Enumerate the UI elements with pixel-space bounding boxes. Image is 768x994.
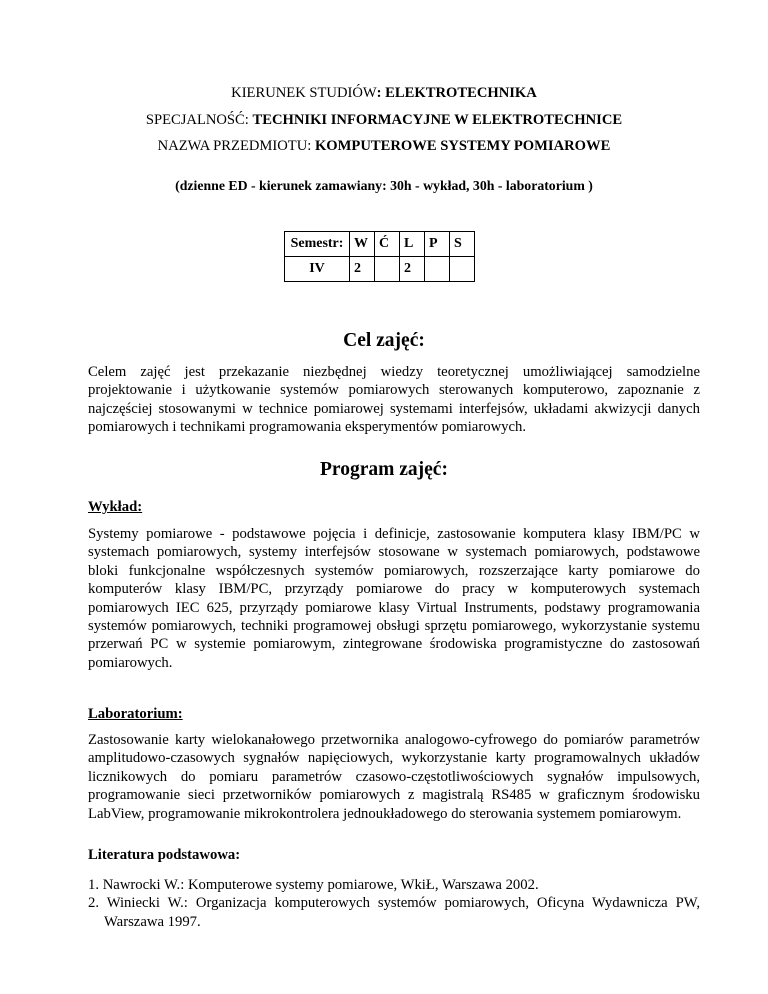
semester-header-cell: Semestr:: [285, 232, 350, 257]
semester-value-cell: IV: [285, 257, 350, 282]
lecture-value-cell: 2: [350, 257, 375, 282]
course-name-value: KOMPUTEROWE SYSTEMY POMIAROWE: [314, 138, 611, 154]
exercise-value-cell: [375, 257, 400, 282]
laboratory-text: Zastosowanie karty wielokanałowego przetwornika analogowo-cyfrowego do pomiarów parametrów amplitudowo-czasowych sygnałów napięciowych, wykorzystanie karty programowalnych układów licznikowych do pomiaru parametrów czasowo-częstotliwościowych sygnałów impulsowych, programowanie sieci przetworników pomiarowych z magistralą RS485 w graficznym środowisku LabView, programowanie mikrokontrolera jednoukładowego do sterowania systemem pomiarowym.: [88, 732, 700, 822]
exercise-header-cell: Ć: [375, 232, 400, 257]
field-of-study-value: : ELEKTROTECHNIKA: [376, 85, 537, 101]
field-of-study-line: [0, 84, 768, 102]
hours-info: (dzienne ED - kierunek zamawiany: 30h - wykład, 30h - laboratorium ): [175, 178, 593, 193]
specialty-line: [0, 111, 768, 129]
course-name-line: [0, 137, 768, 155]
laboratory-value-cell: 2: [400, 257, 425, 282]
project-value-cell: [425, 257, 450, 282]
literature-list: [88, 876, 700, 931]
lecture-header-cell: W: [350, 232, 375, 257]
program-heading: Program zajęć:: [320, 459, 448, 480]
laboratory-header-cell: L: [400, 232, 425, 257]
goal-text: Celem zajęć jest przekazanie niezbędnej wiedzy teoretycznej umożliwiającej samodzielne projektowanie i użytkowanie systemów pomiarowych sterowanych komputerowo, zapoznanie z najczęściej stosowanymi w technice pomiarowej systemami interfejsów, układami akwizycji danych pomiarowych i technikami programowania eksperymentów pomiarowych.: [88, 364, 700, 436]
seminar-value-cell: [450, 257, 475, 282]
project-header-cell: P: [425, 232, 450, 257]
literature-item: 2. Winiecki W.: Organizacja komputerowych systemów pomiarowych, Oficyna Wydawnicza PW, Warszawa 1997.: [88, 895, 700, 930]
lecture-subheading: Wykład:: [88, 499, 143, 515]
literature-item: 1. Nawrocki W.: Komputerowe systemy pomiarowe, WkiŁ, Warszawa 2002.: [88, 877, 539, 893]
field-of-study-label: KIERUNEK STUDIÓW: [231, 85, 377, 101]
specialty-value: TECHNIKI INFORMACYJNE W ELEKTROTECHNICE: [252, 112, 623, 128]
semester-table-value-row: [285, 257, 475, 282]
semester-table: [284, 231, 475, 282]
laboratory-subheading: Laboratorium:: [88, 706, 183, 722]
seminar-header-cell: S: [450, 232, 475, 257]
lecture-text: Systemy pomiarowe - podstawowe pojęcia i definicje, zastosowanie komputera klasy IBM/PC w systemach pomiarowych, systemy interfejsów stosowane w systemach pomiarowych, podstawowe bloki funkcjonalne współczesnych systemów pomiarowych, rozszerzające karty pomiarowe do komputerów klasy IBM/PC, przyrządy pomiarowe do pracy w komputerowych systemach pomiarowych IEC 625, przyrządy pomiarowe klasy Virtual Instruments, podstawy programowania systemów pomiarowych, techniki programowej obsługi sprzętu pomiarowego, wykorzystanie systemu przerwań PC w systemie pomiarowym, zintegrowane środowiska programistyczne do zastosowań pomiarowych.: [88, 526, 700, 671]
semester-table-header-row: [285, 232, 475, 257]
course-name-label: NAZWA PRZEDMIOTU:: [157, 138, 315, 154]
goal-heading: Cel zajęć:: [343, 330, 425, 351]
specialty-label: SPECJALNOŚĆ:: [145, 112, 253, 128]
literature-heading: Literatura podstawowa:: [88, 847, 241, 863]
